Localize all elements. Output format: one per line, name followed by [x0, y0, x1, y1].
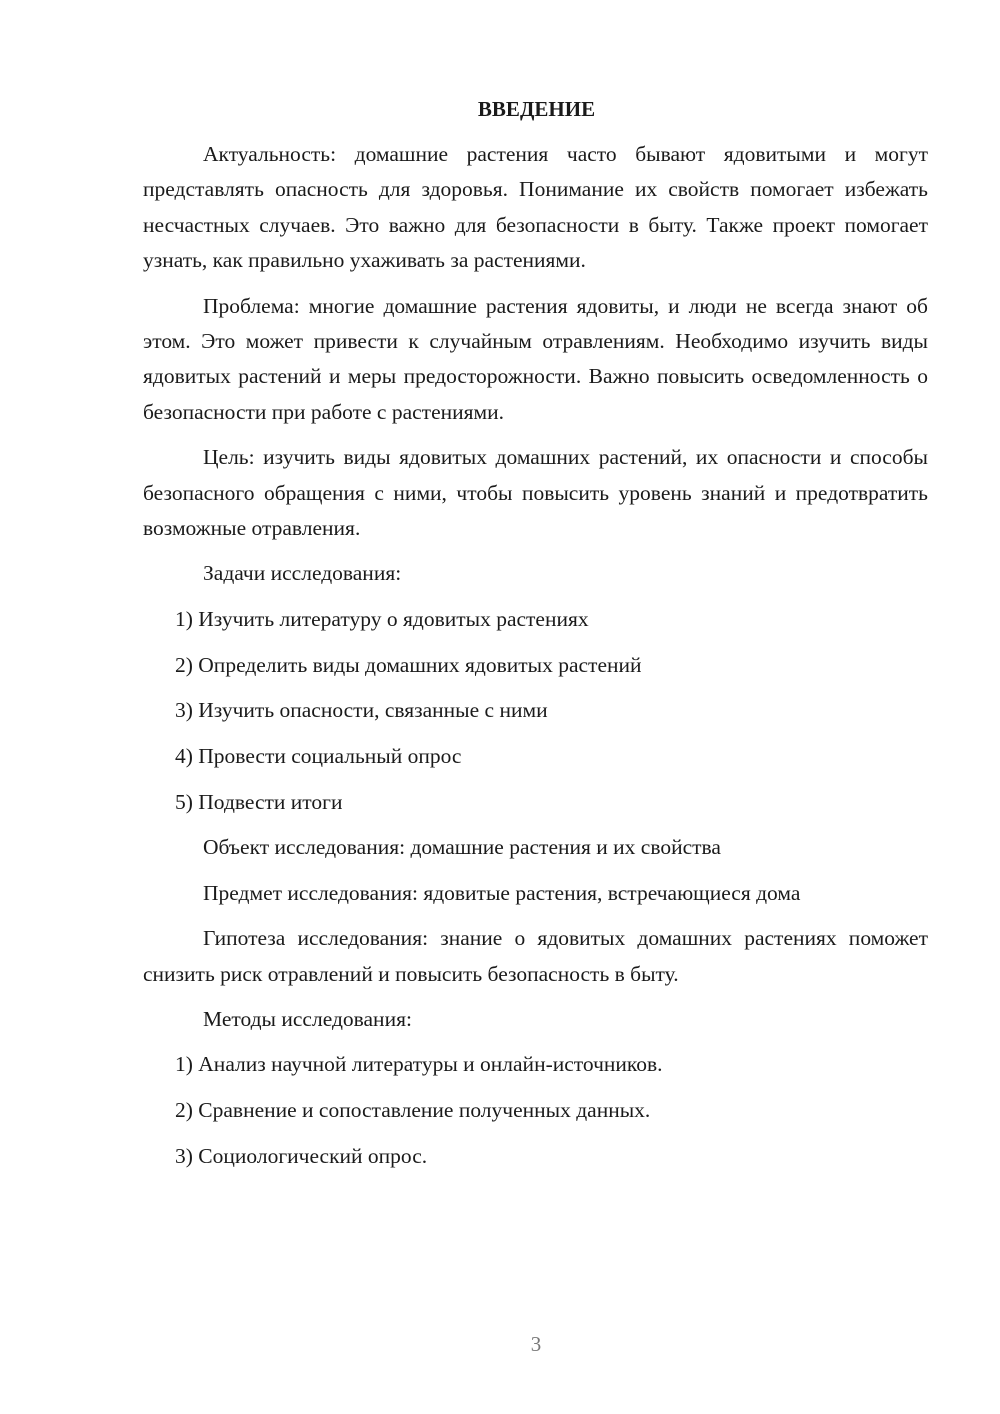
methods-label: Методы исследования:	[203, 1007, 412, 1032]
goal-paragraph: Цель: изучить виды ядовитых домашних растений, их опасности и способы безопасного обращения с ними, чтобы повысить уровень знаний и предотвратить возможные отравления.	[143, 445, 928, 541]
list-item: 2) Определить виды домашних ядовитых растений	[175, 652, 642, 677]
tasks-label: Задачи исследования:	[203, 561, 402, 586]
section-heading: ВВЕДЕНИЕ	[477, 97, 596, 121]
list-item: 1) Изучить литературу о ядовитых растениях	[175, 606, 589, 631]
relevance-paragraph: Актуальность: домашние растения часто бывают ядовитыми и могут представлять опасность для здоровья. Понимание их свойств помогает избежать несчастных случаев. Это важно для безопасности в быту. Также проект помогает узнать, как правильно ухаживать за растениями.	[143, 142, 928, 273]
list-item: 2) Сравнение и сопоставление полученных данных.	[175, 1098, 651, 1123]
document-page	[143, 92, 928, 1185]
hypothesis-paragraph: Гипотеза исследования: знание о ядовитых домашних растениях поможет снизить риск отравлений и повысить безопасность в быту.	[143, 926, 928, 986]
methods-list	[143, 1047, 928, 1174]
object-line: Объект исследования: домашние растения и их свойства	[203, 835, 721, 860]
tasks-list	[143, 602, 928, 820]
list-item: 5) Подвести итоги	[175, 789, 343, 814]
list-item: 3) Изучить опасности, связанные с ними	[175, 698, 548, 723]
list-item: 4) Провести социальный опрос	[175, 743, 462, 768]
problem-paragraph: Проблема: многие домашние растения ядовиты, и люди не всегда знают об этом. Это может привести к случайным отравлениям. Необходимо изучить виды ядовитых растений и меры предосторожности. Важно повысить осведомленность о безопасности при работе с растениями.	[143, 293, 928, 424]
subject-line: Предмет исследования: ядовитые растения, встречающиеся дома	[203, 880, 801, 905]
list-item: 3) Социологический опрос.	[175, 1143, 428, 1168]
page-number: 3	[530, 1332, 542, 1356]
list-item: 1) Анализ научной литературы и онлайн-источников.	[175, 1052, 663, 1077]
